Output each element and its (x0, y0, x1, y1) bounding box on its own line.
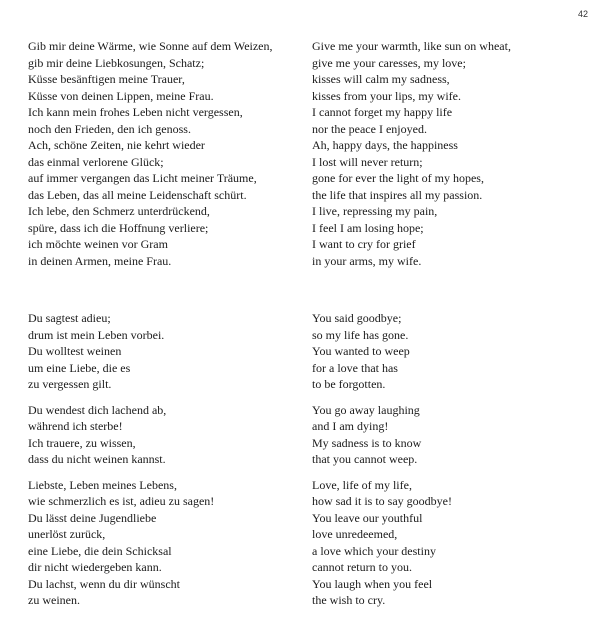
verse-line: Du wolltest weinen (28, 344, 122, 358)
german-stanza (28, 310, 298, 393)
verse-line: das einmal verlorene Glück; (28, 154, 164, 169)
verse-line: Gib mir deine Wärme, wie Sonne auf dem Weizen, (28, 39, 273, 53)
verse-line: unerlöst zurück, (28, 527, 106, 541)
verse-line: spüre, dass ich die Hoffnung verliere; (28, 220, 209, 235)
verse-line: You go away laughing (312, 402, 420, 417)
english-column (312, 38, 582, 609)
verse-line: Küsse besänftigen meine Trauer, (28, 72, 185, 86)
english-stanza (312, 38, 582, 270)
verse-line: Du wendest dich lachend ab, (28, 402, 167, 417)
verse-line: in your arms, my wife. (312, 253, 422, 268)
verse-line: I cannot forget my happy life (312, 105, 453, 119)
verse-line: eine Liebe, die dein Schicksal (28, 543, 172, 558)
verse-line: Liebste, Leben meines Lebens, (28, 477, 177, 492)
verse-line: a love which your destiny (312, 543, 436, 558)
verse-line: how sad it is to say goodbye! (312, 494, 452, 508)
verse-line: the wish to cry. (312, 593, 386, 607)
english-stanza (312, 477, 582, 609)
verse-line: I live, repressing my pain, (312, 204, 438, 218)
german-column (28, 38, 298, 609)
verse-line: give me your caresses, my love; (312, 55, 466, 70)
verse-line: love unredeemed, (312, 527, 398, 541)
verse-line: You leave our youthful (312, 510, 423, 525)
verse-line: Love, life of my life, (312, 477, 412, 492)
verse-line: Give me your warmth, like sun on wheat, (312, 39, 511, 53)
verse-line: gib mir deine Liebkosungen, Schatz; (28, 55, 205, 70)
verse-line: to be forgotten. (312, 377, 386, 391)
verse-line: kisses will calm my sadness, (312, 72, 450, 86)
verse-line: drum ist mein Leben vorbei. (28, 327, 165, 342)
verse-line: zu vergessen gilt. (28, 377, 112, 391)
verse-line: wie schmerzlich es ist, adieu zu sagen! (28, 494, 215, 508)
verse-line: gone for ever the light of my hopes, (312, 171, 484, 185)
german-stanza (28, 402, 298, 468)
verse-line: for a love that has (312, 360, 398, 375)
verse-line: You said goodbye; (312, 311, 402, 325)
verse-line: Ich trauere, zu wissen, (28, 435, 136, 450)
verse-line: dir nicht wiedergeben kann. (28, 560, 162, 574)
german-stanza (28, 38, 298, 270)
verse-line: zu weinen. (28, 593, 80, 607)
english-stanza (312, 402, 582, 468)
verse-line: I feel I am losing hope; (312, 220, 424, 235)
verse-line: kisses from your lips, my wife. (312, 88, 461, 103)
verse-line: You wanted to weep (312, 344, 410, 358)
page-number: 42 (577, 9, 588, 19)
verse-line: noch den Frieden, den ich genoss. (28, 121, 191, 136)
verse-line: Ah, happy days, the happiness (312, 138, 458, 152)
verse-line: dass du nicht weinen kannst. (28, 452, 166, 466)
english-stanza (312, 310, 582, 393)
verse-line: Du lachst, wenn du dir wünscht (28, 576, 180, 591)
verse-line: You laugh when you feel (312, 576, 433, 591)
verse-line: I lost will never return; (312, 154, 423, 169)
verse-line: My sadness is to know (312, 435, 422, 450)
verse-line: um eine Liebe, die es (28, 360, 131, 375)
verse-line: and I am dying! (312, 419, 389, 433)
verse-line: Ich lebe, den Schmerz unterdrückend, (28, 204, 210, 218)
verse-line: I want to cry for grief (312, 237, 416, 251)
verse-line: in deinen Armen, meine Frau. (28, 253, 172, 268)
verse-line: das Leben, das all meine Leidenschaft schürt. (28, 187, 247, 202)
verse-line: nor the peace I enjoyed. (312, 121, 427, 136)
verse-line: ich möchte weinen vor Gram (28, 237, 168, 251)
verse-line: that you cannot weep. (312, 452, 418, 466)
verse-line: Du sagtest adieu; (28, 311, 111, 325)
verse-line: Ich kann mein frohes Leben nicht vergessen, (28, 105, 243, 119)
verse-line: Du lässt deine Jugendliebe (28, 510, 157, 525)
verse-line: the life that inspires all my passion. (312, 187, 483, 202)
verse-line: Küsse von deinen Lippen, meine Frau. (28, 88, 214, 103)
verse-line: Ach, schöne Zeiten, nie kehrt wieder (28, 138, 205, 152)
verse-line: während ich sterbe! (28, 419, 123, 433)
verse-line: so my life has gone. (312, 327, 409, 342)
german-stanza (28, 477, 298, 609)
verse-line: auf immer vergangen das Licht meiner Träume, (28, 171, 257, 185)
verse-line: cannot return to you. (312, 560, 412, 574)
